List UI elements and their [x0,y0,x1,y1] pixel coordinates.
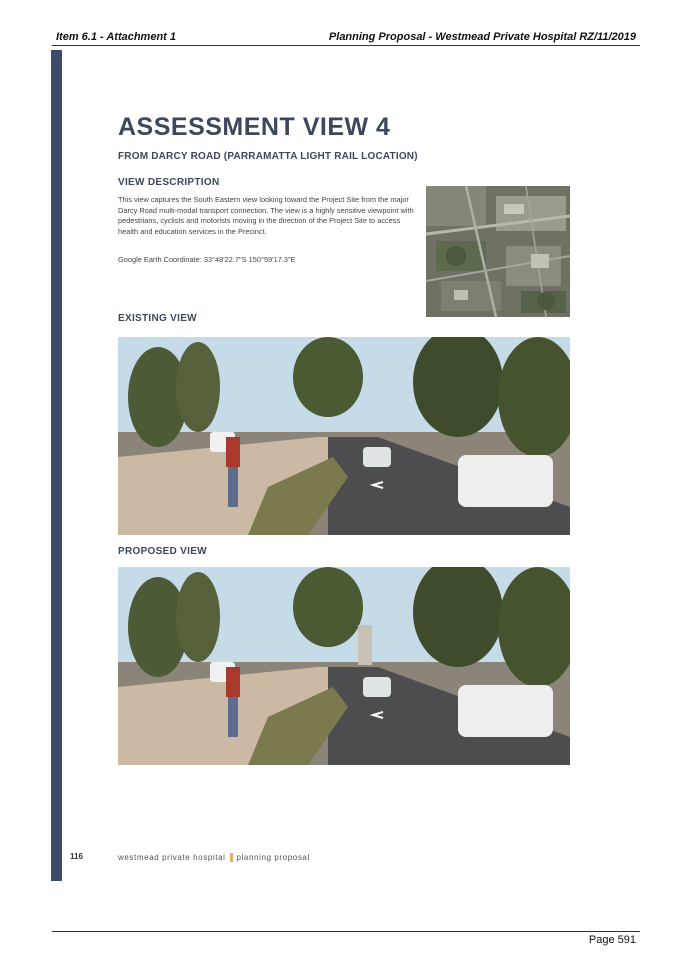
page-title: ASSESSMENT VIEW 4 [118,113,391,141]
page-subtitle: FROM DARCY ROAD (PARRAMATTA LIGHT RAIL LOCATION) [118,151,418,162]
footer-document-name [118,853,310,862]
footer-left-text: westmead private hospital [118,853,226,862]
bottom-rule [52,931,640,932]
header-proposal-label: Planning Proposal - Westmead Private Hospital RZ/11/2019 [328,31,636,43]
proposed-view-heading: PROPOSED VIEW [118,546,207,557]
existing-view-photo [118,337,570,535]
aerial-map-image [426,186,570,317]
existing-view-street-scene [118,337,570,535]
view-description-heading: VIEW DESCRIPTION [118,177,220,188]
page-label: Page 591 [588,934,636,946]
header-attachment-label: Item 6.1 - Attachment 1 [56,31,177,43]
aerial-map-graphic [426,186,570,317]
proposed-view-photo [118,567,570,765]
google-earth-coordinate: Google Earth Coordinate: 33°48'22.7"S 150°59'17.3"E [118,255,296,264]
sidebar-accent-bar [51,50,62,881]
view-description-text: This view captures the South Eastern view looking toward the Project Site from the major Darcy Road multi-modal transport connection. The view is a highly sensitive viewpoint with pedestrians, cyclists and motorists moving in the direction of the Project Site to access health and education services in the Precinct. [118,195,414,236]
existing-view-heading: EXISTING VIEW [118,313,197,324]
footer-page-number: 116 [70,852,83,861]
document-header [52,29,640,46]
footer-separator [230,853,233,862]
footer-right-text: planning proposal [236,853,310,862]
proposed-view-street-scene [118,567,570,765]
